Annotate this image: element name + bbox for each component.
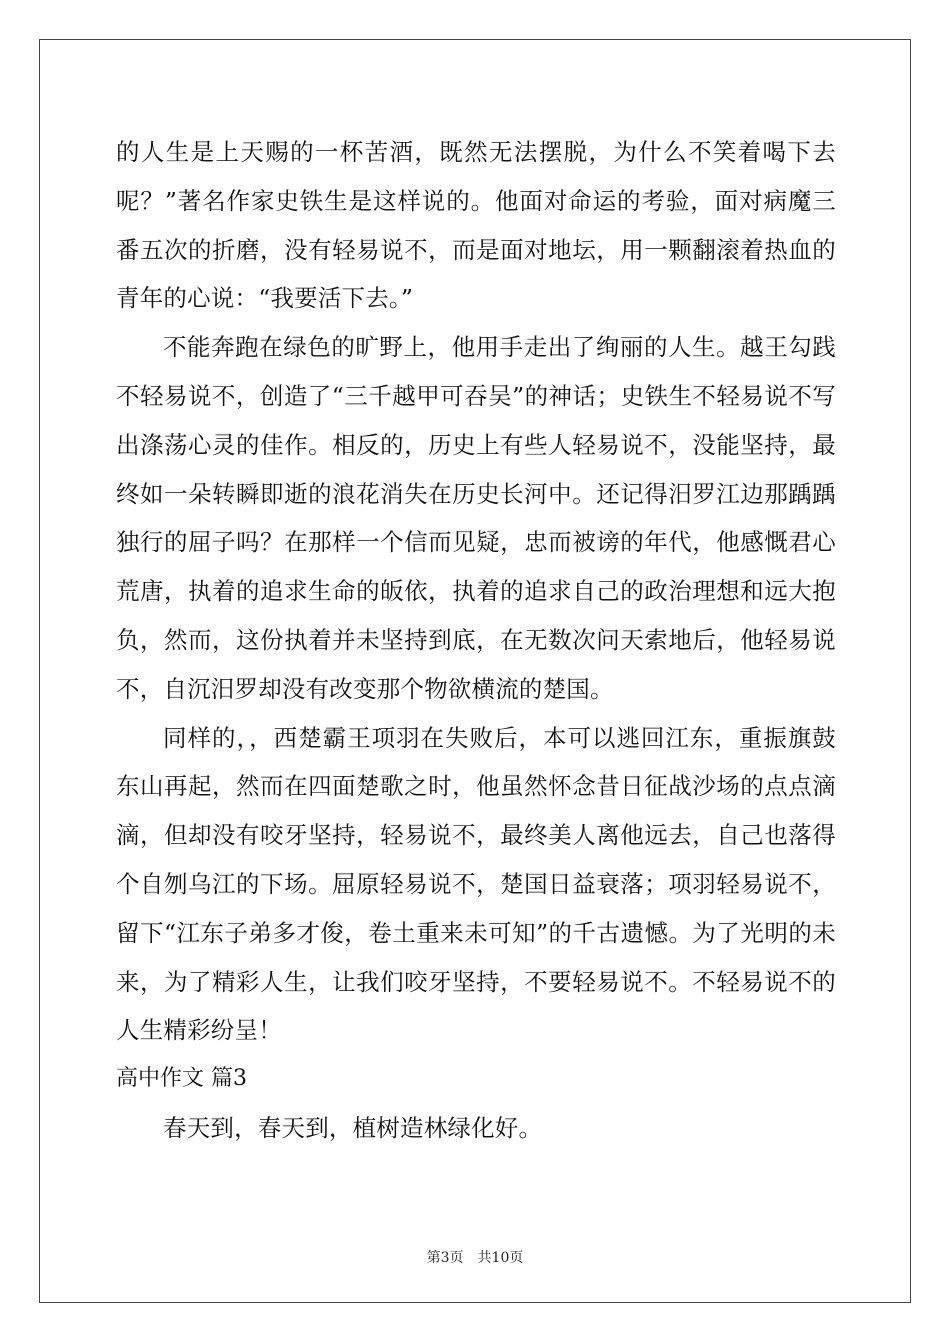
paragraph-continuation: 的人生是上天赐的一杯苦酒，既然无法摆脱，为什么不笑着喝下去呢？”著名作家史铁生是这样说的。他面对命运的考验，面对病魔三番五次的折磨，没有轻易说不，而是面对地坛，用一颗翻滚着热血的青年的心说：“我要活下去。” xyxy=(116,138,836,313)
paragraph-xiang-yu: 同样的，，西楚霸王项羽在失败后，本可以逃回江东，重振旗鼓东山再起，然而在四面楚歌之时，他虽然怀念昔日征战沙场的点点滴滴，但却没有咬牙坚持，轻易说不，最终美人离他远去，自己也落得个自刎乌江的下场。屈原轻易说不，楚国日益衰落；项羽轻易说不，留下“江东子弟多才俊，卷土重来未可知”的千古遗憾。为了光明的未来，为了精彩人生，让我们咬牙坚持，不要轻易说不。不轻易说不的人生精彩纷呈！ xyxy=(116,723,836,1045)
page-number-footer: 第3页 共10页 xyxy=(426,1250,524,1266)
section-heading: 高中作文 篇3 xyxy=(116,1066,247,1092)
paragraph-qu-yuan: 不能奔跑在绿色的旷野上，他用手走出了绚丽的人生。越王勾践不轻易说不，创造了“三千越甲可吞吴”的神话；史铁生不轻易说不写出涤荡心灵的佳作。相反的，历史上有些人轻易说不，没能坚持，最终如一朵转瞬即逝的浪花消失在历史长河中。还记得汨罗江边那踽踽独行的屈子吗？在那样一个信而见疑，忠而被谤的年代，他感慨君心荒唐，执着的追求生命的皈依，执着的追求自己的政治理想和远大抱负，然而，这份执着并未坚持到底，在无数次问天索地后，他轻易说不，自沉汨罗却没有改变那个物欲横流的楚国。 xyxy=(116,333,836,703)
document-body xyxy=(116,128,836,1153)
paragraph-spring: 春天到，春天到，植树造林绿化好。 xyxy=(163,1113,543,1142)
